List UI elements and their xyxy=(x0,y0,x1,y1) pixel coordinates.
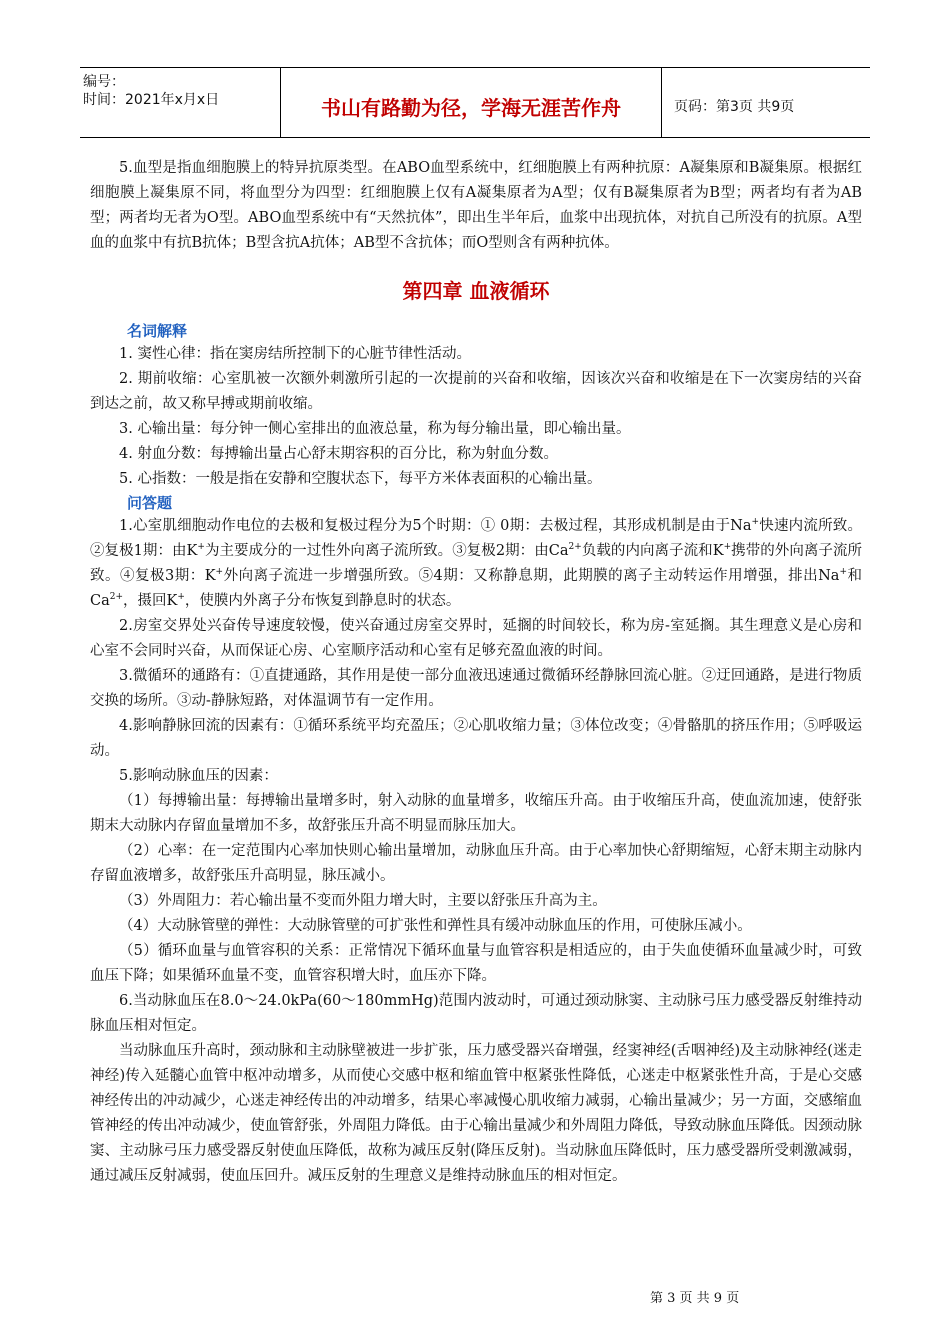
header-page-info: 页码：第3页 共9页 xyxy=(674,98,795,115)
qa-answer-5: 5.影响动脉血压的因素： xyxy=(119,768,278,784)
document-body xyxy=(90,156,862,1189)
chapter-title: 第四章 血液循环 xyxy=(402,279,550,303)
term-item: 5. 心指数：一般是指在安静和空腹状态下，每平方米体表面积的心输出量。 xyxy=(119,471,602,487)
factor-item: （1）每搏输出量：每搏输出量增多时，射入动脉的血量增多，收缩压升高。由于收缩压升高，使血流加速，使舒张期末大动脉内存留血量增加不多，故舒张压升高不明显而脉压加大。 xyxy=(90,793,862,834)
page-header xyxy=(80,67,870,138)
qa-answer-6: 6.当动脉血压在8.0～24.0kPa(60～180mmHg)范围内波动时，可通过颈动脉窦、主动脉弓压力感受器反射维持动脉血压相对恒定。 xyxy=(90,993,862,1034)
page-footer: 第 3 页 共 9 页 xyxy=(650,1291,740,1306)
header-motto: 书山有路勤为径，学海无涯苦作舟 xyxy=(281,68,662,137)
qa-answer-6-detail: 当动脉血压升高时，颈动脉和主动脉壁被进一步扩张，压力感受器兴奋增强，经窦神经(舌咽神经)及主动脉神经(迷走神经)传入延髓心血管中枢冲动增多，从而使心交感中枢和缩血管中枢紧张性降低，心迷走中枢紧张性升高，于是心交感神经传出的冲动减少，心迷走神经传出的冲动增多，结果心率减慢心肌收缩力减弱，心输出量减少；另一方面，交感缩血管神经的传出冲动减少，使血管舒张，外周阻力降低。由于心输出量减少和外周阻力降低，导致动脉血压降低。因颈动脉窦、主动脉弓压力感受器反射使血压降低，故称为减压反射(降压反射)。当动脉血压降低时，压力感受器所受刺激减弱，通过减压反射减弱，使血压回升。减压反射的生理意义是维持动脉血压的相对恒定。 xyxy=(90,1043,862,1184)
date-label: 时间：2021年x月x日 xyxy=(83,92,220,108)
term-item: 3. 心输出量：每分钟一侧心室排出的血液总量，称为每分输出量，即心输出量。 xyxy=(119,421,631,437)
number-label: 编号： xyxy=(83,74,125,90)
term-item: 4. 射血分数：每搏输出量占心舒末期容积的百分比，称为射血分数。 xyxy=(119,446,558,462)
qa-answer-1: 1.心室肌细胞动作电位的去极和复极过程分为5个时期：① 0期：去极过程，其形成机制是由于Na+快速内流所致。②复极1期：由K+为主要成分的一过性外向离子流所致。③复极2期：由$Ca^{2+}$负载的内向离子流和K+携带的外向离子流所致。④复极3期：K+外向离子流进一步增强所致。⑤4期：又称静息期，此期膜的离子主动转运作用增强，排出Na+和$Ca^{2+}$，摄回K+，使膜内外离子分布恢复到静息时的状态。 xyxy=(90,517,863,609)
factor-item: （5）循环血量与血管容积的关系：正常情况下循环血量与血管容积是相适应的，由于失血使循环血量减少时，可致血压下降；如果循环血量不变，血管容积增大时，血压亦下降。 xyxy=(90,943,862,984)
qa-heading: 问答题 xyxy=(127,494,173,512)
factor-item: （2）心率：在一定范围内心率加快则心输出量增加，动脉血压升高。由于心率加快心舒期缩短，心舒末期主动脉内存留血液增多，故舒张压升高明显，脉压减小。 xyxy=(90,843,862,884)
qa-answer-2: 2.房室交界处兴奋传导速度较慢，使兴奋通过房室交界时，延搁的时间较长，称为房-室延搁。其生理意义是心房和心室不会同时兴奋，从而保证心房、心室顺序活动和心室有足够充盈血液的时间。 xyxy=(90,618,862,659)
blood-type-paragraph: 5.血型是指血细胞膜上的特异抗原类型。在ABO血型系统中，红细胞膜上有两种抗原：A凝集原和B凝集原。根据红细胞膜上凝集原不同，将血型分为四型：红细胞膜上仅有A凝集原者为A型；仅有B凝集原者为B型；两者均有者为AB型；两者均无者为O型。ABO血型系统中有“天然抗体”，即出生半年后，血浆中出现抗体，对抗自己所没有的抗原。A型血的血浆中有抗B抗体；B型含抗A抗体；AB型不含抗体；而O型则含有两种抗体。 xyxy=(90,160,862,251)
qa-answer-4: 4.影响静脉回流的因素有：①循环系统平均充盈压；②心肌收缩力量；③体位改变；④骨骼肌的挤压作用；⑤呼吸运动。 xyxy=(90,718,862,759)
term-item: 2. 期前收缩：心室肌被一次额外刺激所引起的一次提前的兴奋和收缩，因该次兴奋和收缩是在下一次窦房结的兴奋到达之前，故又称早搏或期前收缩。 xyxy=(90,371,862,412)
qa-answer-3: 3.微循环的通路有：①直捷通路，其作用是使一部分血液迅速通过微循环经静脉回流心脏。②迂回通路，是进行物质交换的场所。③动-静脉短路，对体温调节有一定作用。 xyxy=(90,668,862,709)
factor-item: （3）外周阻力：若心输出量不变而外阻力增大时，主要以舒张压升高为主。 xyxy=(119,893,607,909)
factor-item: （4）大动脉管壁的弹性：大动脉管壁的可扩张性和弹性具有缓冲动脉血压的作用，可使脉压减小。 xyxy=(119,918,752,934)
term-item: 1. 窦性心律：指在窦房结所控制下的心脏节律性活动。 xyxy=(119,346,471,362)
header-meta xyxy=(80,68,281,137)
terms-heading: 名词解释 xyxy=(127,322,188,340)
